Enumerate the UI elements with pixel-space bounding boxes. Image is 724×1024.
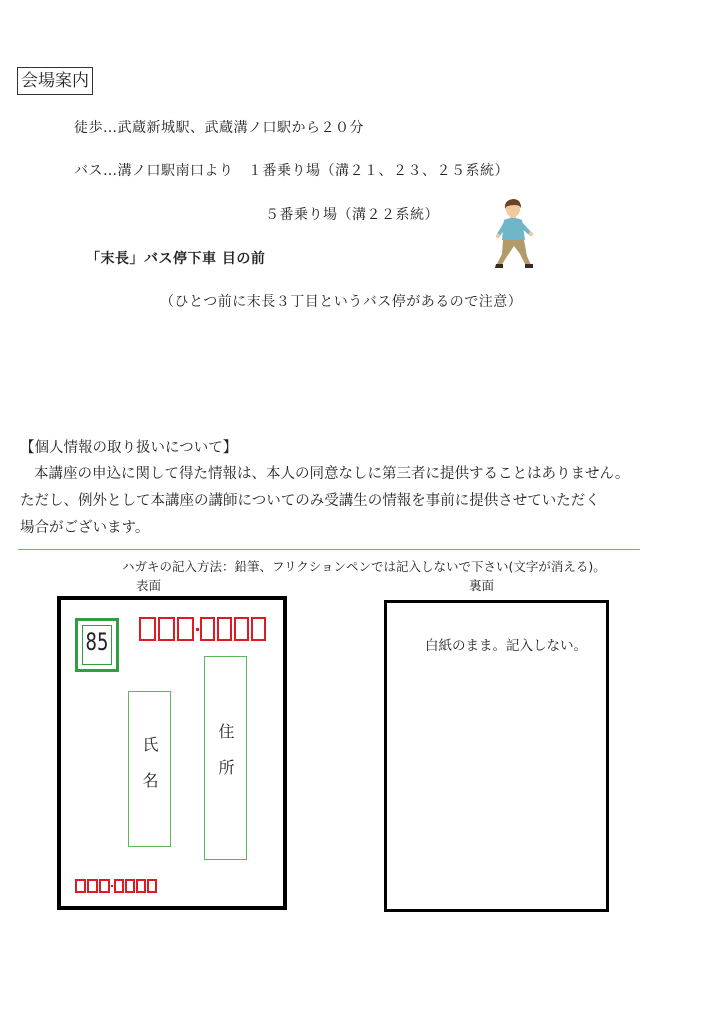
postal-code-box bbox=[158, 617, 175, 641]
privacy-line-2: ただし、例外として本講座の講師についてのみ受講生の情報を事前に提供させていただく bbox=[20, 493, 600, 509]
bus-stop: 「末長」バス停下車 目の前 bbox=[86, 251, 266, 267]
postal-code-box bbox=[139, 617, 156, 641]
privacy-line-3: 場合がございます。 bbox=[20, 520, 150, 536]
privacy-line-1: 本講座の申込に関して得た情報は、本人の同意なしに第三者に提供することはありません。 bbox=[34, 466, 630, 482]
sender-postal-box bbox=[114, 879, 124, 893]
address-field bbox=[204, 656, 247, 860]
postcard-back bbox=[384, 600, 609, 912]
postcard-instructions: ハガキの記入方法：鉛筆、フリクションペンでは記入しないで下さい(文字が消える)。 bbox=[122, 559, 606, 574]
sender-postal-box bbox=[125, 879, 135, 893]
front-label: 表面 bbox=[136, 578, 162, 593]
section-divider bbox=[18, 549, 640, 550]
bus-directions-2: ５番乗り場（溝２２系統） bbox=[265, 207, 439, 223]
postal-code-box bbox=[251, 617, 266, 641]
name-field bbox=[128, 691, 171, 847]
sender-postal-box bbox=[147, 879, 157, 893]
privacy-heading: 【個人情報の取り扱いについて】 bbox=[20, 440, 238, 456]
sender-postal-box bbox=[87, 879, 98, 893]
stamp-box bbox=[75, 618, 119, 672]
postal-code-box bbox=[217, 617, 232, 641]
sender-postal-box bbox=[99, 879, 110, 893]
postcard-front bbox=[57, 596, 287, 910]
bus-directions-1: バス…溝ノ口駅南口より １番乗り場（溝２１、２３、２５系統） bbox=[74, 163, 509, 179]
back-label: 裏面 bbox=[469, 578, 495, 593]
postal-code-box bbox=[177, 617, 194, 641]
postal-code-box bbox=[234, 617, 249, 641]
sender-postal-box bbox=[136, 879, 146, 893]
venue-title: 会場案内 bbox=[17, 67, 93, 95]
postal-code-dash bbox=[196, 628, 199, 631]
address-label: 住所 bbox=[216, 723, 235, 795]
walk-directions: 徒歩…武蔵新城駅、武蔵溝ノ口駅から２０分 bbox=[74, 120, 364, 136]
walking-person-icon bbox=[494, 196, 536, 272]
postal-code-box bbox=[200, 617, 215, 641]
stamp-value: 85 bbox=[85, 628, 109, 656]
sender-postal-box bbox=[75, 879, 86, 893]
name-label: 氏名 bbox=[140, 736, 159, 808]
sender-postal-dash bbox=[111, 885, 113, 887]
bus-stop-note: （ひとつ前に末長３丁目というバス停があるので注意） bbox=[160, 294, 523, 310]
back-instruction: 白紙のまま。記入しない。 bbox=[425, 638, 587, 654]
